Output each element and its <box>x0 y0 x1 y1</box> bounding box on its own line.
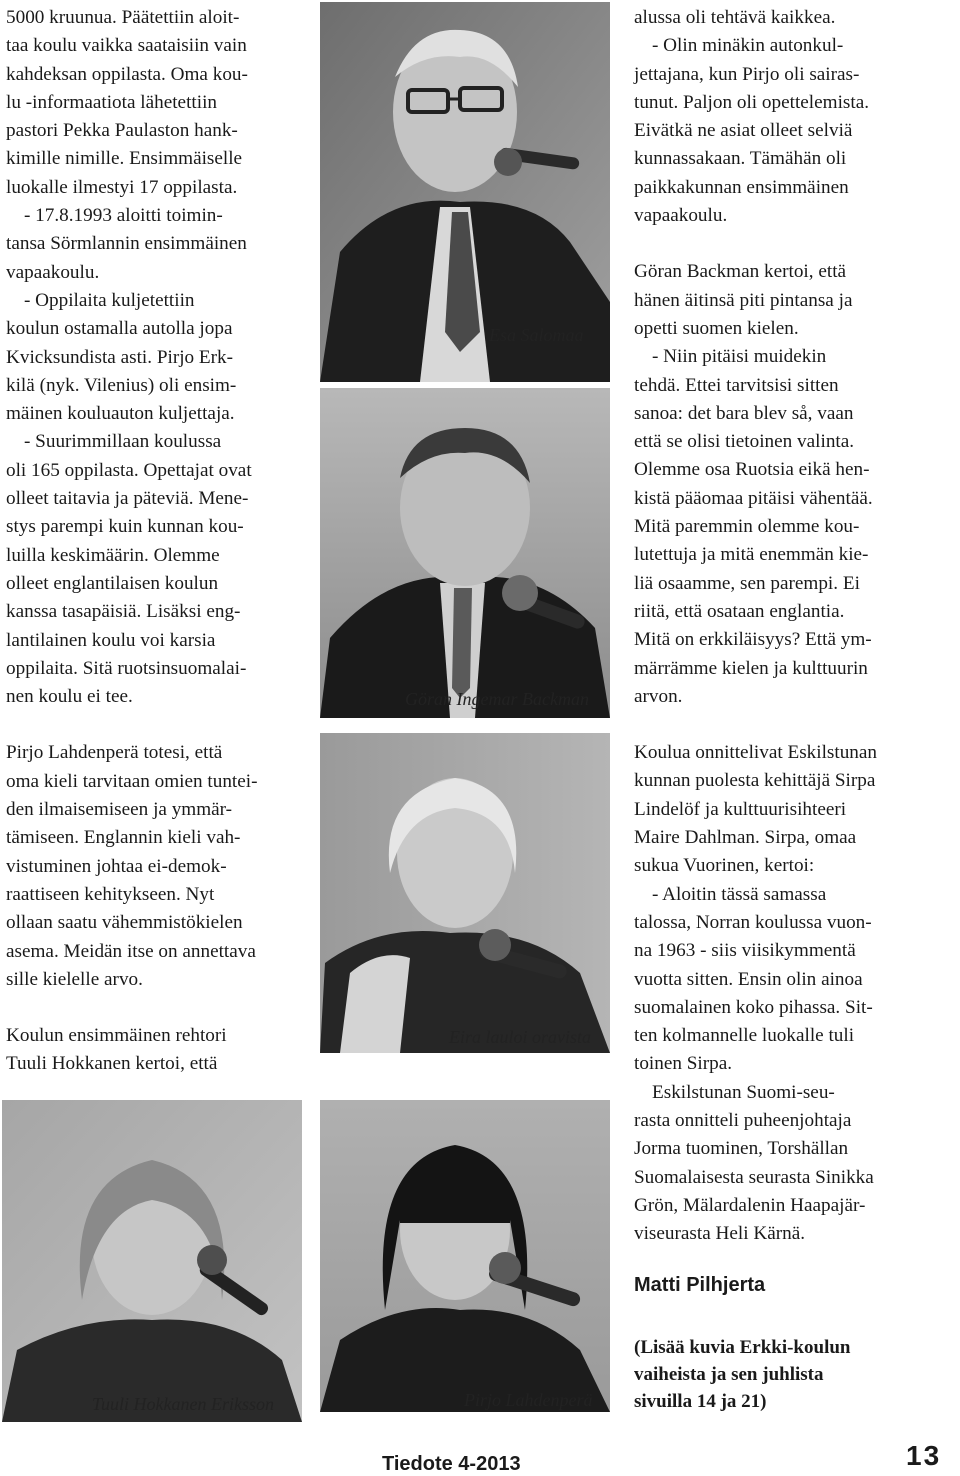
text-line: (Lisää kuvia Erkki-koulun <box>634 1337 851 1358</box>
text-line: kistä pääomaa pitäisi vähentää. <box>634 487 873 509</box>
text-line: Tuuli Hokkanen kertoi, että <box>6 1053 218 1075</box>
text-line: Göran Backman kertoi, että <box>634 261 847 283</box>
text-line: luilla keskimäärin. Olemme <box>6 544 220 566</box>
photo-pirjo-lahdenpera <box>320 1100 610 1412</box>
caption-pirjo-lahdenpera: Pirjo Lahdenperä <box>464 1390 593 1410</box>
text-line: Pirjo Lahdenperä totesi, että <box>6 742 223 764</box>
paragraph-founding <box>6 202 292 287</box>
text-line: lutettuja ja mitä enemmän kie- <box>634 544 869 566</box>
text-line: että se olisi tietoinen valinta. <box>634 431 855 453</box>
text-line: märrämme kielen ja kulttuurin <box>634 657 868 679</box>
paragraph-alussa <box>634 4 920 32</box>
text-line: ollaan saatu vähemmistökielen <box>6 912 243 934</box>
text-line: riitä, että osataan englantia. <box>634 600 845 622</box>
text-line: oma kieli tarvitaan omien tuntei- <box>6 770 258 792</box>
paragraph-backman <box>634 258 920 343</box>
text-line: asema. Meidän itse on annettava <box>6 940 256 962</box>
page-number: 13 <box>906 1440 942 1471</box>
text-line: Mitä on erkkiläisyys? Että ym- <box>634 629 872 651</box>
text-line: sille kielelle arvo. <box>6 968 143 990</box>
text-line: kahdeksan oppilasta. Oma kou- <box>6 63 248 85</box>
paragraph-backman-quote <box>634 343 920 711</box>
text-line: vapaakoulu. <box>6 261 100 283</box>
text-line: sukua Vuorinen, kertoi: <box>634 855 815 877</box>
caption-tuuli-hokkanen: Tuuli Hokkanen Eriksson <box>92 1394 274 1414</box>
paragraph-results <box>6 428 292 711</box>
text-line: Jorma tuominen, Torshällan <box>634 1138 849 1160</box>
text-line: liä osaamme, sen parempi. Ei <box>634 572 860 594</box>
text-line: Lindelöf ja kulttuurisihteeri <box>634 798 847 820</box>
text-line: vaiheista ja sen juhlista <box>634 1364 824 1385</box>
text-line: talossa, Norran koulussa vuon- <box>634 911 872 933</box>
paragraph-sirpa-quote <box>634 881 920 1079</box>
photo-tuuli-hokkanen <box>2 1100 302 1422</box>
text-line: Grön, Mälardalenin Haapajär- <box>634 1194 866 1216</box>
text-line: stys parempi kuin kunnan kou- <box>6 516 244 538</box>
text-line: nen koulu ei tee. <box>6 686 133 708</box>
text-line: - Oppilaita kuljetettiin <box>24 289 195 311</box>
text-line: lantilainen koulu voi karsia <box>6 629 216 651</box>
paragraph-funding <box>6 4 292 202</box>
text-line: tunut. Paljon oli opettelemista. <box>634 91 870 113</box>
paragraph-transport <box>6 287 292 428</box>
text-line: lu -informaatiota lähetettiin <box>6 91 217 113</box>
text-line: - 17.8.1993 aloitti toimin- <box>24 205 223 227</box>
text-line: Mitä paremmin olemme kou- <box>634 516 860 538</box>
text-line: kilä (nyk. Vilenius) oli ensim- <box>6 374 237 396</box>
text-line: hänen äitinsä piti pintansa ja <box>634 289 853 311</box>
text-line: na 1963 - siis viisikymmentä <box>634 940 856 962</box>
paragraph-congratulations <box>634 739 920 880</box>
text-line: rasta onnitteli puheenjohtaja <box>634 1109 852 1131</box>
text-line: olleet taitavia ja päteviä. Mene- <box>6 488 249 510</box>
text-line: mäinen kouluauton kuljettaja. <box>6 403 235 425</box>
paragraph-suomi-seura <box>634 1079 920 1249</box>
text-line: - Olin minäkin autonkul- <box>652 35 844 57</box>
text-line: Olemme osa Ruotsia eikä hen- <box>634 459 870 481</box>
text-line: Eskilstunan Suomi-seu- <box>652 1081 835 1103</box>
text-line: raattiseen kehitykseen. Nyt <box>6 883 215 905</box>
caption-esa-salomaa: Esa Salomaa <box>489 325 584 345</box>
text-line: tämiseen. Englannin kieli vah- <box>6 827 241 849</box>
text-line: sivuilla 14 ja 21) <box>634 1391 767 1412</box>
photo-goran-backman <box>320 388 610 718</box>
text-line: arvon. <box>634 685 683 707</box>
caption-goran-backman: Göran Ingemar Backman <box>405 689 589 709</box>
text-line: paikkakunnan ensimmäinen <box>634 176 849 198</box>
text-line: viseurasta Heli Kärnä. <box>634 1223 806 1245</box>
text-line: taa koulu vaikka saataisiin vain <box>6 35 247 57</box>
left-text-column <box>6 4 292 1079</box>
text-line: luokalle ilmestyi 17 oppilasta. <box>6 176 238 198</box>
text-line: kimille nimille. Ensimmäiselle <box>6 148 243 170</box>
text-line: - Niin pitäisi muidekin <box>652 346 827 368</box>
text-line: den ilmaisemiseen ja ymmär- <box>6 799 233 821</box>
text-line: oppilaita. Sitä ruotsinsuomalai- <box>6 657 247 679</box>
text-line: olleet englantilaisen koulun <box>6 572 219 594</box>
text-line: Maire Dahlman. Sirpa, omaa <box>634 827 857 849</box>
text-line: sanoa: det bara blev så, vaan <box>634 402 854 424</box>
text-line: toinen Sirpa. <box>634 1053 733 1075</box>
text-line: Kvicksundista asti. Pirjo Erk- <box>6 346 234 368</box>
paragraph-lahdenpera <box>6 739 292 994</box>
text-line: ten kolmannelle luokalle tuli <box>634 1025 855 1047</box>
text-line: vistuminen johtaa ei-demok- <box>6 855 227 877</box>
text-line: kanssa tasapäisiä. Lisäksi eng- <box>6 601 241 623</box>
author-name: Matti Pilhjerta <box>634 1274 766 1296</box>
text-line: jettajana, kun Pirjo oli sairas- <box>634 63 860 85</box>
text-line: kunnan puolesta kehittäjä Sirpa <box>634 770 876 792</box>
publication-title: Tiedote 4-2013 <box>382 1453 521 1475</box>
text-line: alussa oli tehtävä kaikkea. <box>634 7 836 28</box>
paragraph-autonkuljettaja <box>634 32 920 230</box>
text-line: - Aloitin tässä samassa <box>652 883 827 905</box>
text-line: koulun ostamalla autolla jopa <box>6 318 233 340</box>
paragraph-hokkanen <box>6 1022 292 1079</box>
more-pictures-note <box>634 1334 934 1415</box>
text-line: opetti suomen kielen. <box>634 317 799 339</box>
text-line: - Suurimmillaan koulussa <box>24 431 222 453</box>
text-line: oli 165 oppilasta. Opettajat ovat <box>6 459 252 481</box>
text-line: suomalainen koko pihassa. Sit- <box>634 996 873 1018</box>
text-line: kunnassakaan. Tämähän oli <box>634 148 847 170</box>
right-text-column <box>634 4 920 1248</box>
text-line: Koulun ensimmäinen rehtori <box>6 1025 227 1047</box>
text-line: vuotta sitten. Ensin olin ainoa <box>634 968 863 990</box>
text-line: vapaakoulu. <box>634 205 728 227</box>
text-line: pastori Pekka Paulaston hank- <box>6 120 238 142</box>
text-line: Eivätkä ne asiat olleet selviä <box>634 120 853 142</box>
caption-eira: Eira lauloi oravista <box>449 1027 592 1047</box>
text-line: tansa Sörmlannin ensimmäinen <box>6 233 247 255</box>
photo-eira <box>320 733 610 1053</box>
text-line: 5000 kruunua. Päätettiin aloit- <box>6 7 240 28</box>
text-line: tehdä. Ettei tarvitsisi sitten <box>634 374 839 396</box>
text-line: Suomalaisesta seurasta Sinikka <box>634 1166 874 1188</box>
text-line: Koulua onnittelivat Eskilstunan <box>634 742 878 764</box>
